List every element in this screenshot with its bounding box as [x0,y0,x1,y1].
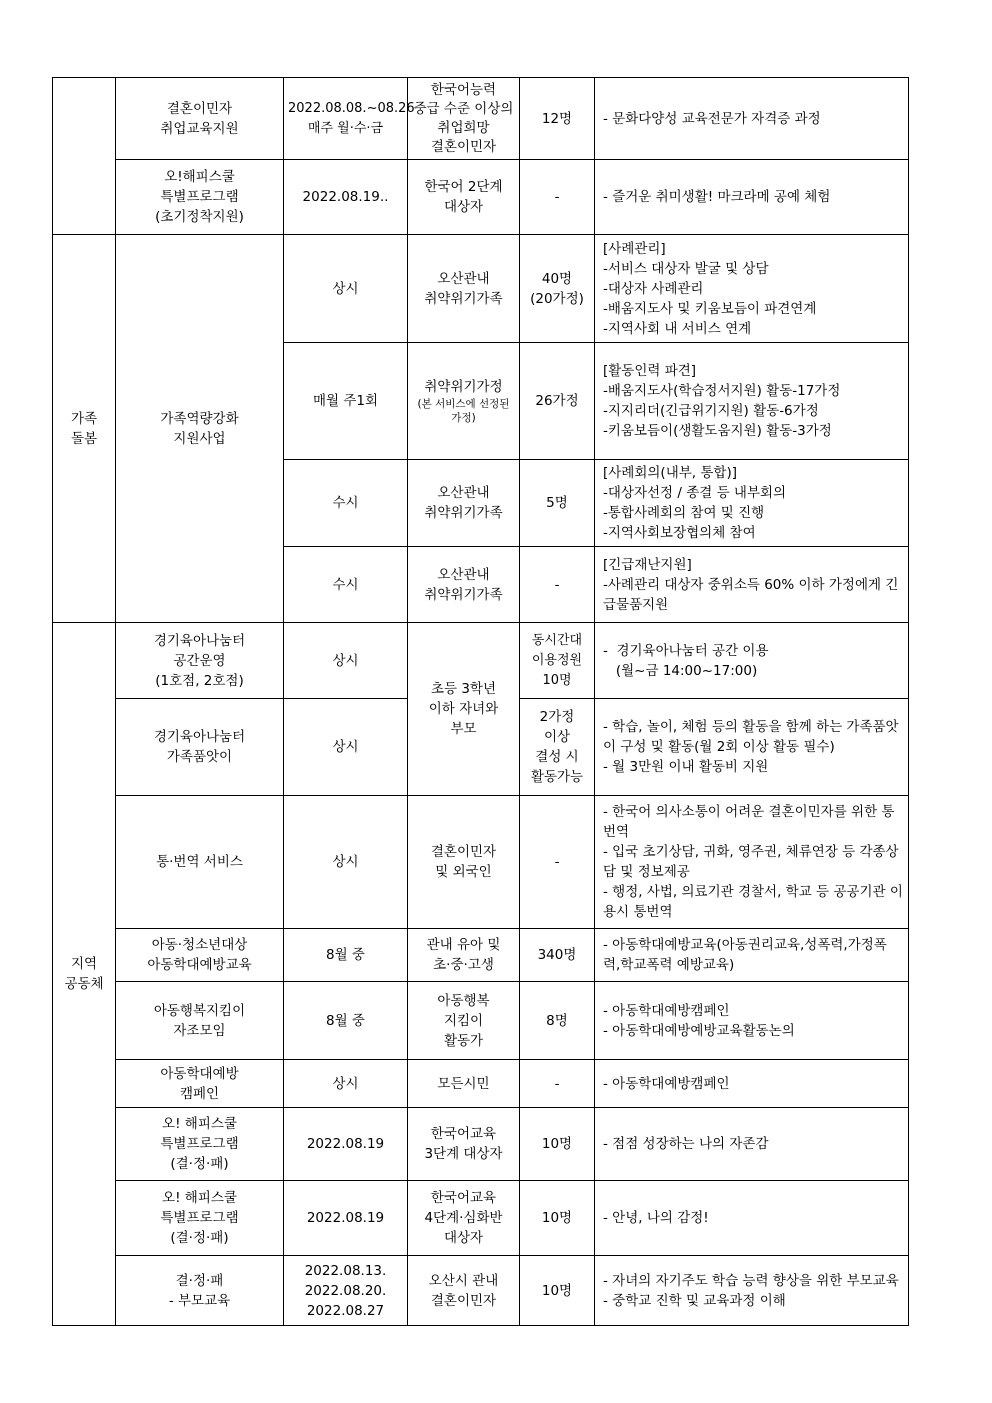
count-text: 40명 (20가정) [530,270,584,307]
target-text: 오산관내 취약위기가족 [424,566,503,603]
desc-line: [활동인력 파견] [603,363,697,379]
count-text: 10명 [541,1136,573,1152]
target-text: 한국어 2단계 대상자 [424,179,503,215]
count-cell [520,343,595,460]
count-text: 5명 [546,495,568,511]
desc-line: - 문화다양성 교육전문가 자격증 과정 [603,110,821,127]
program-cell [116,1181,284,1256]
program-text: 아동학대예방 캠페인 [160,1065,239,1102]
target-cell [408,235,520,343]
schedule-cell [284,796,408,929]
desc-cell [595,343,909,460]
target-text: 오산관내 취약위기가족 [424,485,503,521]
table-row [53,1060,909,1108]
count-cell [520,1060,595,1108]
desc-line: -지역사회보장협의체 참여 [603,525,756,541]
target-cell [408,1181,520,1256]
desc-line: -지역사회 내 서비스 연계 [603,320,752,337]
schedule-cell [284,235,408,343]
target-text: 오산시 관내 결혼이민자 [428,1272,499,1309]
desc-cell [595,796,909,929]
desc-line: -대상자선정 / 종결 등 내부회의 [603,485,787,501]
program-text: 오! 해피스쿨 특별프로그램 (결·정·패) [160,1190,239,1246]
desc-line: - 입국 초기상담, 귀화, 영주권, 체류연장 등 각종상담 및 정보제공 [603,844,899,880]
category-text: 지역 공동체 [64,956,104,992]
program-cell [116,235,284,623]
count-text: 12명 [541,110,573,127]
program-cell [116,796,284,929]
schedule-cell [284,623,408,699]
desc-cell [595,235,909,343]
table-row [53,78,909,160]
schedule-text: 2022.08.19 [306,1210,385,1226]
desc-line: (월~금 14:00~17:00) [603,662,758,679]
desc-line: - 아동학대예방예방교육활동논의 [603,1022,795,1039]
schedule-cell [284,1256,408,1326]
schedule-text: 2022.08.19.. [302,189,389,205]
target-text: 결혼이민자 및 외국인 [430,844,497,880]
count-text: 8명 [546,1012,568,1029]
program-text: 통·번역 서비스 [156,854,243,870]
target-cell [408,343,520,460]
schedule-text: 상시 [332,1075,359,1092]
desc-line: - 한국어 의사소통이 어려운 결혼이민자를 위한 통번역 [603,804,895,840]
desc-line: - 자녀의 자기주도 학습 능력 향상을 위한 부모교육 [603,1272,899,1289]
target-cell [408,1108,520,1181]
desc-cell [595,929,909,982]
program-cell [116,1256,284,1326]
program-cell [116,160,284,235]
target-text: 오산관내 취약위기가족 [424,270,503,307]
program-cell [116,929,284,982]
target-cell [408,460,520,547]
desc-cell [595,1256,909,1326]
table-row [53,160,909,235]
program-text: 가족역량강화 지원사업 [160,410,239,447]
desc-line: - 행정, 사법, 의료기관 경찰서, 학교 등 공공기관 이용시 통번역 [603,884,903,920]
program-cell [116,1108,284,1181]
program-cell [116,623,284,699]
count-text: - [554,854,560,870]
table-row [53,1181,909,1256]
program-text: 오!해피스쿨 특별프로그램 (초기정착지원) [155,169,244,225]
table-row [53,796,909,929]
desc-line: [사례관리] [603,240,666,257]
program-text: 오! 해피스쿨 특별프로그램 (결·정·패) [160,1116,239,1172]
count-text: - [554,189,560,205]
count-cell [520,78,595,160]
schedule-text: 2022.08.13. 2022.08.20. 2022.08.27 [304,1262,387,1319]
count-cell [520,460,595,547]
desc-cell [595,460,909,547]
schedule-cell [284,929,408,982]
table-row [53,235,909,343]
table-row [53,1108,909,1181]
program-text: 결·정·패 - 부모교육 [168,1272,231,1309]
schedule-cell [284,982,408,1060]
table-row [53,982,909,1060]
count-text: 10명 [541,1210,573,1226]
count-text: 26가정 [535,393,579,409]
schedule-text: 상시 [332,739,359,755]
desc-line: - 학습, 놀이, 체험 등의 활동을 함께 하는 가족품앗이 구성 및 활동(월 2회 이상 활동 필수) [603,719,899,755]
target-text: 초등 3학년 이하 자녀와 부모 [428,681,499,737]
program-text: 경기육아나눔터 공간운영 (1호점, 2호점) [153,632,246,689]
schedule-cell [284,460,408,547]
count-cell [520,160,595,235]
desc-cell [595,547,909,623]
schedule-cell [284,1060,408,1108]
count-text: 340명 [537,947,577,963]
category-cell [53,235,116,623]
schedule-text: 2022.08.08.~08.26 매주 월·수·금 [288,100,415,136]
desc-line: -지지리더(긴급위기지원) 활동-6가정 [603,403,819,419]
target-text: 취약위기가정 [424,379,503,395]
desc-line: - 즐거운 취미생활! 마크라메 공예 체험 [603,189,831,205]
count-cell [520,1256,595,1326]
category-text: 가족 돌봄 [70,410,98,447]
count-text: 2가정 이상 결성 시 활동가능 [530,709,584,785]
target-cell [408,796,520,929]
target-text: 아동행복 지킴이 활동가 [437,992,490,1049]
schedule-cell [284,343,408,460]
schedule-cell [284,1108,408,1181]
target-cell [408,1060,520,1108]
category-cell [53,623,116,1326]
schedule-text: 상시 [332,652,359,669]
target-cell [408,78,520,160]
count-cell [520,1181,595,1256]
count-text: - [554,1075,560,1092]
schedule-cell [284,78,415,160]
desc-cell [595,78,909,160]
table-row [53,1256,909,1326]
desc-line: -서비스 대상자 발굴 및 상담 [603,260,769,277]
desc-cell [595,1108,909,1181]
target-text: 한국어교육 4단계·심화반 대상자 [424,1190,503,1246]
count-cell [520,982,595,1060]
table-row [53,623,909,699]
count-cell [520,1108,595,1181]
schedule-cell [284,1181,408,1256]
schedule-text: 8월 중 [326,947,365,963]
desc-cell [595,982,909,1060]
target-cell [408,1256,520,1326]
target-cell [408,160,520,235]
program-text: 결혼이민자 취업교육지원 [160,100,239,137]
target-text: 한국어능력 중급 수준 이상의 취업희망 결혼이민자 [413,81,514,155]
desc-cell [595,699,909,796]
table-row [53,929,909,982]
target-cell [408,982,520,1060]
desc-line: - 아동학대예방캠페인 [603,1075,730,1092]
program-text: 경기육아나눔터 가족품앗이 [153,729,246,765]
count-cell [520,235,595,343]
program-cell [116,78,284,160]
desc-line: - 경기육아나눔터 공간 이용 [603,642,769,659]
desc-cell [595,623,909,699]
desc-line: -배움지도사(학습정서지원) 활동-17가정 [603,383,841,399]
desc-line: -사례관리 대상자 중위소득 60% 이하 가정에게 긴급물품지원 [603,576,899,613]
schedule-text: 2022.08.19 [306,1136,385,1152]
desc-line: - 중학교 진학 및 교육과정 이해 [603,1292,786,1309]
count-cell [520,796,595,929]
desc-cell [595,1181,909,1256]
count-cell [520,929,595,982]
desc-line: [사례회의(내부, 통합)] [603,465,737,481]
count-cell [520,623,595,699]
target-note: (본 서비스에 선정된 가정) [417,398,510,424]
schedule-text: 수시 [332,495,359,511]
count-cell [520,547,595,623]
schedule-text: 상시 [332,854,359,870]
program-cell [116,699,284,796]
desc-cell [595,160,909,235]
schedule-cell [284,160,408,235]
schedule-text: 매월 주1회 [312,393,379,409]
schedule-cell [284,699,408,796]
desc-line: -통합사례회의 참여 및 진행 [603,505,765,521]
desc-cell [595,1060,909,1108]
program-text: 아동행복지킴이 자조모임 [153,1002,246,1039]
category-cell-empty [53,78,116,235]
schedule-text: 8월 중 [326,1012,365,1029]
schedule-text: 상시 [332,280,359,297]
target-cell [408,623,520,796]
desc-line: - 안녕, 나의 감정! [603,1210,709,1226]
program-cell [116,982,284,1060]
target-cell [408,929,520,982]
desc-line: - 아동학대예방교육(아동권리교육,성폭력,가정폭력,학교폭력 예방교육) [603,937,887,973]
desc-line: - 점점 성장하는 나의 자존감 [603,1136,769,1152]
target-text: 관내 유아 및 초·중·고생 [426,937,501,973]
count-text: - [554,576,560,593]
desc-line: - 아동학대예방캠페인 [603,1002,730,1019]
count-text: 10명 [541,1282,573,1299]
count-text: 동시간대 이용정원 10명 [531,632,583,688]
schedule-text: 수시 [332,576,359,593]
count-cell [520,699,595,796]
desc-line: - 월 3만원 이내 활동비 지원 [603,759,769,775]
program-schedule-table [52,77,909,1326]
desc-line: -대상자 사례관리 [603,280,704,297]
program-cell [116,1060,284,1108]
target-text: 모든시민 [437,1075,490,1092]
program-text: 아동·청소년대상 아동학대예방교육 [147,937,252,973]
target-text: 한국어교육 3단계 대상자 [424,1126,503,1162]
target-cell [408,547,520,623]
desc-line: -키움보듬이(생활도움지원) 활동-3가정 [603,423,832,439]
desc-line: -배움지도사 및 키움보듬이 파견연계 [603,300,817,317]
schedule-cell [284,547,408,623]
desc-line: [긴급재난지원] [603,556,692,573]
